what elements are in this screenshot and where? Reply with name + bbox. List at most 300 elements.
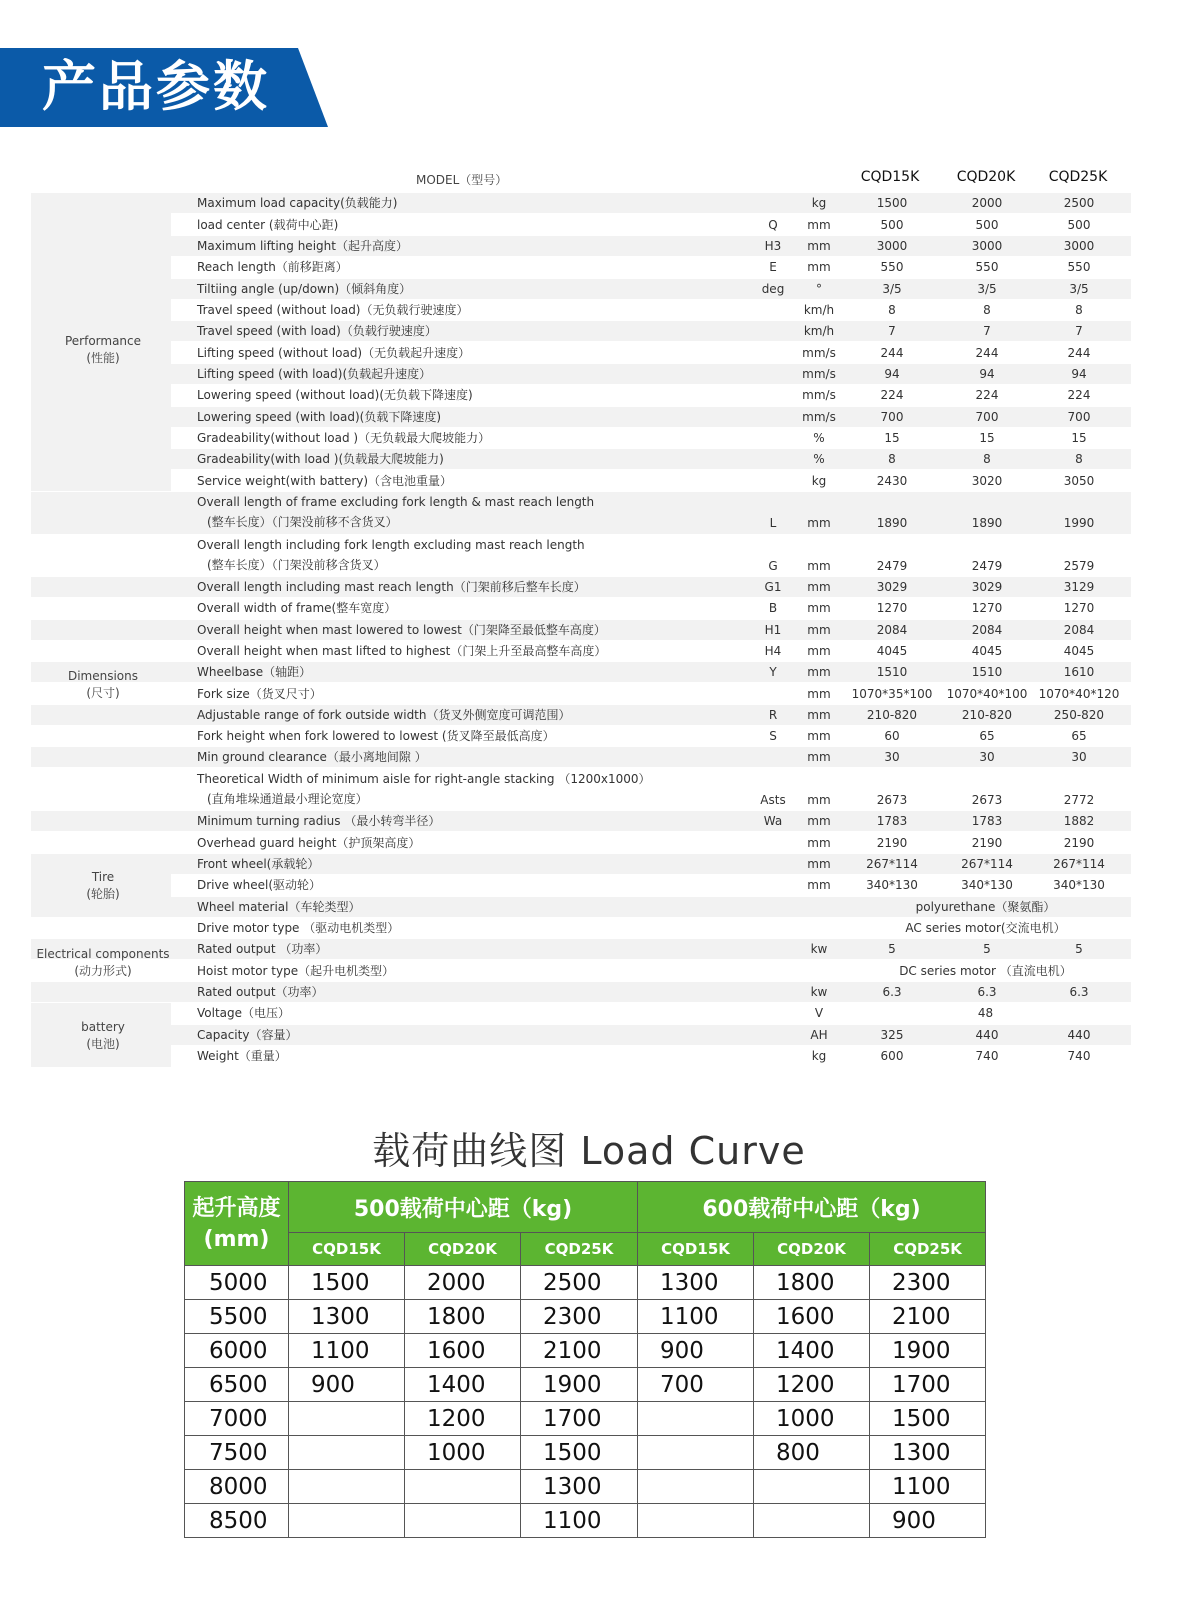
spec-value: 30 <box>884 750 900 764</box>
spec-value: 2673 <box>971 793 1003 807</box>
spec-symbol: B <box>768 601 778 615</box>
spec-value: 1990 <box>1063 516 1095 530</box>
spec-param-name-line: Maximum load capacity(负载能力) <box>197 196 398 210</box>
spec-value: 3029 <box>876 580 908 594</box>
load-value-cell: 1200 <box>405 1402 521 1436</box>
spec-symbol: H1 <box>764 623 782 637</box>
load-curve-table <box>184 1181 986 1538</box>
spec-row <box>31 236 1131 256</box>
spec-value: 5 <box>1075 942 1083 956</box>
spec-param-name-line: Adjustable range of fork outside width（货叉外侧宽度可调范围） <box>197 708 571 722</box>
spec-unit: kg <box>811 474 827 488</box>
lift-height-cell: 7000 <box>185 1402 289 1436</box>
spec-value: 267*114 <box>961 857 1013 871</box>
spec-row <box>31 641 1131 661</box>
spec-value: 94 <box>979 367 995 381</box>
spec-param-name-line: Theoretical Width of minimum aisle for right-angle stacking （1200x1000） <box>197 772 651 786</box>
spec-param-name-line: Front wheel(承载轮） <box>197 857 320 871</box>
load-value-cell: 1400 <box>405 1368 521 1402</box>
group-label-line: Dimensions <box>67 669 139 683</box>
spec-value: 3/5 <box>977 282 997 296</box>
spec-symbol: Wa <box>763 814 783 828</box>
spec-value: 60 <box>884 729 900 743</box>
spec-param-name-line: Service weight(with battery)（含电池重量） <box>197 474 453 488</box>
spec-value: 7 <box>983 324 991 338</box>
spec-value: 1070*40*100 <box>946 687 1028 701</box>
spec-value: 2190 <box>971 836 1003 850</box>
load-value-cell <box>754 1470 870 1504</box>
load-value-cell: 2300 <box>870 1266 986 1300</box>
spec-value: 4045 <box>876 644 908 658</box>
load-value-cell <box>289 1436 405 1470</box>
spec-value: 5 <box>983 942 991 956</box>
spec-value: 7 <box>888 324 896 338</box>
group-label-line: Performance <box>64 334 142 348</box>
spec-param-name <box>197 1025 297 1045</box>
spec-value: 210-820 <box>866 708 918 722</box>
group-label-line: (动力形式) <box>74 964 132 978</box>
spec-value: 3000 <box>876 239 908 253</box>
spec-value: 550 <box>975 260 999 274</box>
spec-value: 1783 <box>876 814 908 828</box>
lift-height-header <box>185 1182 289 1266</box>
spec-param-name <box>197 726 555 746</box>
spec-unit: ° <box>816 282 822 296</box>
spec-param-name <box>197 343 470 363</box>
spec-value: 224 <box>880 388 904 402</box>
group-header-500: 500载荷中心距（kg) <box>289 1182 638 1233</box>
group-label-line: Tire <box>91 870 115 884</box>
spec-param-name-line: load center (载荷中心距) <box>197 218 339 232</box>
spec-value: 30 <box>1071 750 1087 764</box>
spec-unit: mm <box>807 218 831 232</box>
spec-param-name-line: Min ground clearance（最小离地间隙 ） <box>197 750 427 764</box>
spec-value: 244 <box>975 346 999 360</box>
spec-param-name-line: Wheel material（车轮类型） <box>197 900 361 914</box>
spec-param-name <box>197 321 437 341</box>
load-value-cell: 1100 <box>638 1300 754 1334</box>
spec-param-name-line: Drive wheel(驱动轮） <box>197 878 322 892</box>
spec-param-name-line: Lifting speed (without load)（无负载起升速度） <box>197 346 471 360</box>
spec-param-name <box>197 1003 290 1023</box>
spec-unit: mm <box>807 857 831 871</box>
spec-value: 1070*35*100 <box>851 687 933 701</box>
group-label-electrical <box>31 946 175 980</box>
spec-unit: mm <box>807 708 831 722</box>
spec-value: 3050 <box>1063 474 1095 488</box>
spec-param-name <box>197 598 396 618</box>
lift-height-cell: 8500 <box>185 1504 289 1538</box>
spec-row <box>31 620 1131 640</box>
spec-value: 2084 <box>876 623 908 637</box>
spec-param-name <box>197 747 427 767</box>
spec-symbol: Q <box>768 218 778 232</box>
spec-row <box>31 918 1131 938</box>
spec-value-span: AC series motor(交流电机） <box>905 921 1066 935</box>
spec-value: 3000 <box>971 239 1003 253</box>
model-header-cqd20k: CQD20K <box>956 169 1016 185</box>
spec-param-name <box>197 193 397 213</box>
spec-row <box>31 215 1131 235</box>
spec-value: 1270 <box>876 601 908 615</box>
group-label-line: (性能) <box>86 351 120 365</box>
spec-value: 7 <box>1075 324 1083 338</box>
spec-row <box>31 662 1131 682</box>
spec-param-name-line: Overall width of frame(整车宽度） <box>197 601 397 615</box>
spec-symbol: H4 <box>764 644 782 658</box>
spec-value: 3029 <box>971 580 1003 594</box>
spec-symbol: Y <box>769 665 777 679</box>
spec-value: 2084 <box>1063 623 1095 637</box>
spec-param-name-line: Tiltiing angle (up/down)（倾斜角度） <box>197 282 412 296</box>
group-label-line: (尺寸) <box>86 686 120 700</box>
spec-row <box>31 854 1131 874</box>
lc-model-header: CQD20K <box>405 1233 521 1266</box>
spec-row <box>31 811 1131 831</box>
lift-height-header-text: 起升高度 (mm) <box>192 1195 281 1252</box>
load-curve-row <box>185 1470 986 1504</box>
spec-value: 500 <box>880 218 904 232</box>
spec-value: 250-820 <box>1053 708 1105 722</box>
spec-row <box>31 897 1131 917</box>
load-value-cell: 1200 <box>754 1368 870 1402</box>
spec-value: 244 <box>880 346 904 360</box>
spec-value: 5 <box>888 942 896 956</box>
load-value-cell: 1300 <box>638 1266 754 1300</box>
spec-value: 6.3 <box>977 985 997 999</box>
spec-row <box>31 407 1131 427</box>
group-label-line: (轮胎) <box>86 887 120 901</box>
spec-unit: mm/s <box>802 367 836 381</box>
spec-symbol: deg <box>761 282 785 296</box>
spec-unit: mm <box>807 793 831 807</box>
spec-unit: kw <box>810 985 828 999</box>
spec-value: 3000 <box>1063 239 1095 253</box>
spec-row <box>31 1003 1131 1023</box>
spec-unit: km/h <box>803 324 835 338</box>
spec-row <box>31 279 1131 299</box>
spec-row <box>31 939 1131 959</box>
spec-value: 65 <box>979 729 995 743</box>
spec-value: 2579 <box>1063 559 1095 573</box>
spec-unit: mm <box>807 750 831 764</box>
spec-param-name <box>197 1046 287 1066</box>
spec-value: 550 <box>880 260 904 274</box>
spec-value: 267*114 <box>1053 857 1105 871</box>
load-value-cell: 1500 <box>870 1402 986 1436</box>
spec-param-name-line: Rated output（功率） <box>197 985 324 999</box>
group-header-600: 600载荷中心距（kg) <box>638 1182 986 1233</box>
load-value-cell: 1100 <box>521 1504 638 1538</box>
spec-row <box>31 193 1131 213</box>
spec-unit: % <box>813 452 825 466</box>
spec-param-name <box>197 875 321 895</box>
spec-param-name <box>197 662 311 682</box>
load-value-cell: 1300 <box>289 1300 405 1334</box>
spec-param-name <box>197 641 606 661</box>
spec-value: 224 <box>975 388 999 402</box>
spec-row <box>31 364 1131 384</box>
load-value-cell <box>638 1504 754 1538</box>
spec-value-span: 48 <box>977 1006 994 1020</box>
spec-param-name-line-2: (整车长度）（门架没前移含货叉） <box>207 558 386 572</box>
load-value-cell: 1700 <box>870 1368 986 1402</box>
load-value-cell: 1300 <box>521 1470 638 1504</box>
spec-value: 325 <box>880 1028 904 1042</box>
load-value-cell: 1500 <box>521 1436 638 1470</box>
load-value-cell: 1900 <box>521 1368 638 1402</box>
spec-value: 340*130 <box>866 878 918 892</box>
spec-value: 94 <box>1071 367 1087 381</box>
spec-value-span: polyurethane（聚氨酯） <box>915 900 1056 914</box>
spec-unit: mm <box>807 836 831 850</box>
spec-value: 600 <box>880 1049 904 1063</box>
spec-param-name <box>197 854 319 874</box>
spec-row <box>31 982 1131 1002</box>
spec-row <box>31 385 1131 405</box>
spec-param-name-line: Hoist motor type（起升电机类型） <box>197 964 395 978</box>
spec-param-name <box>197 620 606 640</box>
spec-value: 4045 <box>971 644 1003 658</box>
spec-row <box>31 577 1131 597</box>
load-value-cell: 1100 <box>289 1334 405 1368</box>
spec-unit: kg <box>811 1049 827 1063</box>
load-value-cell: 1000 <box>405 1436 521 1470</box>
spec-param-name-line: Capacity（容量） <box>197 1028 298 1042</box>
load-value-cell: 2500 <box>521 1266 638 1300</box>
spec-value: 1882 <box>1063 814 1095 828</box>
spec-value: 2000 <box>971 196 1003 210</box>
spec-param-name-line: Overall length of frame excluding fork length & mast reach length <box>197 495 595 509</box>
spec-row <box>31 449 1131 469</box>
spec-value: 244 <box>1067 346 1091 360</box>
spec-param-name <box>197 684 322 704</box>
group-label-performance <box>31 333 175 367</box>
spec-value: 2479 <box>971 559 1003 573</box>
spec-value: 1510 <box>971 665 1003 679</box>
spec-value: 2500 <box>1063 196 1095 210</box>
spec-row <box>31 747 1131 767</box>
spec-value: 15 <box>979 431 995 445</box>
model-header-cqd15k: CQD15K <box>860 169 920 185</box>
lc-model-header: CQD20K <box>754 1233 870 1266</box>
spec-unit: mm <box>807 601 831 615</box>
spec-value: 1610 <box>1063 665 1095 679</box>
spec-unit: mm <box>807 729 831 743</box>
spec-value: 440 <box>1067 1028 1091 1042</box>
group-label-tire <box>31 869 175 903</box>
spec-row <box>31 705 1131 725</box>
group-label-dimensions <box>31 668 175 702</box>
spec-param-name-line: Overall length including mast reach length（门架前移后整车长度） <box>197 580 586 594</box>
spec-param-name-line: Minimum turning radius （最小转弯半径） <box>197 814 441 828</box>
spec-value: 2479 <box>876 559 908 573</box>
load-value-cell <box>638 1436 754 1470</box>
spec-param-name <box>197 939 327 959</box>
page-title: 产品参数 <box>42 55 270 118</box>
spec-row <box>31 257 1131 277</box>
load-value-cell: 2300 <box>521 1300 638 1334</box>
load-value-cell: 1800 <box>754 1266 870 1300</box>
spec-symbol: R <box>768 708 778 722</box>
spec-param-name-line: Overall height when mast lowered to lowest（门架降至最低整车高度） <box>197 623 606 637</box>
group-label-battery <box>31 1019 175 1053</box>
spec-param-name <box>197 279 411 299</box>
spec-value: 8 <box>1075 303 1083 317</box>
spec-row <box>31 471 1131 491</box>
spec-unit: mm <box>807 516 831 530</box>
spec-value: 550 <box>1067 260 1091 274</box>
spec-value: 8 <box>983 303 991 317</box>
model-header-cqd25k: CQD25K <box>1048 169 1108 185</box>
spec-unit: mm <box>807 644 831 658</box>
spec-row <box>31 684 1131 704</box>
spec-param-name <box>197 471 452 491</box>
spec-param-name <box>197 428 490 448</box>
spec-symbol: L <box>769 516 777 530</box>
load-value-cell <box>405 1470 521 1504</box>
spec-param-name-line: Wheelbase（轴距） <box>197 665 312 679</box>
load-value-cell: 1900 <box>870 1334 986 1368</box>
spec-unit: mm/s <box>802 410 836 424</box>
spec-value: 2772 <box>1063 793 1095 807</box>
load-value-cell: 1500 <box>289 1266 405 1300</box>
spec-param-name-line: Lowering speed (with load)(负载下降速度) <box>197 410 442 424</box>
spec-param-name <box>197 385 473 405</box>
spec-unit: mm <box>807 687 831 701</box>
load-value-cell <box>289 1504 405 1538</box>
spec-param-name-line-2: (直角堆垛通道最小理论宽度） <box>207 792 368 806</box>
load-curve-row <box>185 1368 986 1402</box>
spec-value: 3/5 <box>882 282 902 296</box>
spec-value: 500 <box>1067 218 1091 232</box>
spec-value: 1890 <box>971 516 1003 530</box>
lift-height-cell: 7500 <box>185 1436 289 1470</box>
load-value-cell: 1300 <box>870 1436 986 1470</box>
spec-value: 8 <box>888 303 896 317</box>
spec-value: 15 <box>1071 431 1087 445</box>
spec-param-name <box>197 215 338 235</box>
spec-value: 210-820 <box>961 708 1013 722</box>
load-curve-row <box>185 1436 986 1470</box>
load-curve-row <box>185 1266 986 1300</box>
spec-value: 15 <box>884 431 900 445</box>
spec-row <box>31 961 1131 981</box>
spec-symbol: G1 <box>764 580 782 594</box>
header-banner <box>0 48 334 127</box>
spec-row <box>31 535 1131 577</box>
spec-value: 30 <box>979 750 995 764</box>
spec-param-name <box>197 918 399 938</box>
spec-value: 3129 <box>1063 580 1095 594</box>
spec-param-name-line: Overhead guard height（护顶架高度） <box>197 836 421 850</box>
spec-value: 224 <box>1067 388 1091 402</box>
load-value-cell: 1000 <box>754 1402 870 1436</box>
spec-row <box>31 1046 1131 1066</box>
spec-value: 267*114 <box>866 857 918 871</box>
load-value-cell <box>289 1402 405 1436</box>
spec-param-name-line: Voltage（电压） <box>197 1006 291 1020</box>
spec-unit: mm <box>807 239 831 253</box>
spec-row <box>31 343 1131 363</box>
spec-unit: V <box>814 1006 824 1020</box>
load-value-cell <box>638 1470 754 1504</box>
spec-value: 1510 <box>876 665 908 679</box>
load-value-cell: 900 <box>638 1334 754 1368</box>
spec-value: 8 <box>983 452 991 466</box>
spec-value: 3020 <box>971 474 1003 488</box>
spec-param-name-line: Fork size（货叉尺寸） <box>197 687 322 701</box>
spec-row <box>31 321 1131 341</box>
spec-row <box>31 492 1131 534</box>
spec-value: 1500 <box>876 196 908 210</box>
load-value-cell <box>638 1402 754 1436</box>
spec-param-name <box>197 705 571 725</box>
spec-symbol: G <box>768 559 778 573</box>
spec-value: 2673 <box>876 793 908 807</box>
spec-unit: AH <box>810 1028 828 1042</box>
spec-value: 8 <box>888 452 896 466</box>
spec-row <box>31 833 1131 853</box>
spec-param-name <box>197 961 394 981</box>
load-value-cell: 900 <box>289 1368 405 1402</box>
spec-value: 1890 <box>876 516 908 530</box>
load-value-cell: 1400 <box>754 1334 870 1368</box>
spec-value: 6.3 <box>1069 985 1089 999</box>
spec-param-name <box>197 407 441 427</box>
spec-symbol: S <box>769 729 777 743</box>
load-value-cell: 2000 <box>405 1266 521 1300</box>
model-label: MODEL（型号） <box>416 173 508 187</box>
spec-value: 700 <box>1067 410 1091 424</box>
load-value-cell <box>289 1470 405 1504</box>
spec-value: 500 <box>975 218 999 232</box>
spec-param-name-line: Rated output （功率） <box>197 942 328 956</box>
lc-model-header: CQD15K <box>289 1233 405 1266</box>
spec-param-name <box>197 811 440 831</box>
spec-value: 1270 <box>971 601 1003 615</box>
spec-unit: mm <box>807 665 831 679</box>
spec-value: 340*130 <box>1053 878 1105 892</box>
spec-value-span: DC series motor （直流电机） <box>899 964 1072 978</box>
spec-unit: mm <box>807 580 831 594</box>
spec-value: 1070*40*120 <box>1038 687 1120 701</box>
spec-value: 1270 <box>1063 601 1095 615</box>
lift-height-cell: 5500 <box>185 1300 289 1334</box>
spec-unit: mm/s <box>802 388 836 402</box>
spec-param-name <box>197 364 431 384</box>
spec-param-name <box>197 300 469 320</box>
spec-param-name-line: Overall height when mast lifted to highest（门架上升至最高整车高度） <box>197 644 607 658</box>
spec-param-name-line: Maximum lifting height（起升高度） <box>197 239 408 253</box>
spec-param-name-line: Lowering speed (without load)(无负载下降速度) <box>197 388 473 402</box>
spec-param-name <box>197 492 594 532</box>
load-curve-row <box>185 1300 986 1334</box>
load-curve-row <box>185 1402 986 1436</box>
spec-unit: mm <box>807 559 831 573</box>
spec-unit: mm <box>807 878 831 892</box>
load-value-cell: 1600 <box>754 1300 870 1334</box>
spec-row <box>31 769 1131 811</box>
spec-unit: mm/s <box>802 346 836 360</box>
group-label-line: (电池) <box>86 1037 120 1051</box>
load-value-cell: 1100 <box>870 1470 986 1504</box>
load-value-cell: 700 <box>638 1368 754 1402</box>
spec-value: 340*130 <box>961 878 1013 892</box>
load-curve-row <box>185 1504 986 1538</box>
spec-value: 2084 <box>971 623 1003 637</box>
load-value-cell: 900 <box>870 1504 986 1538</box>
